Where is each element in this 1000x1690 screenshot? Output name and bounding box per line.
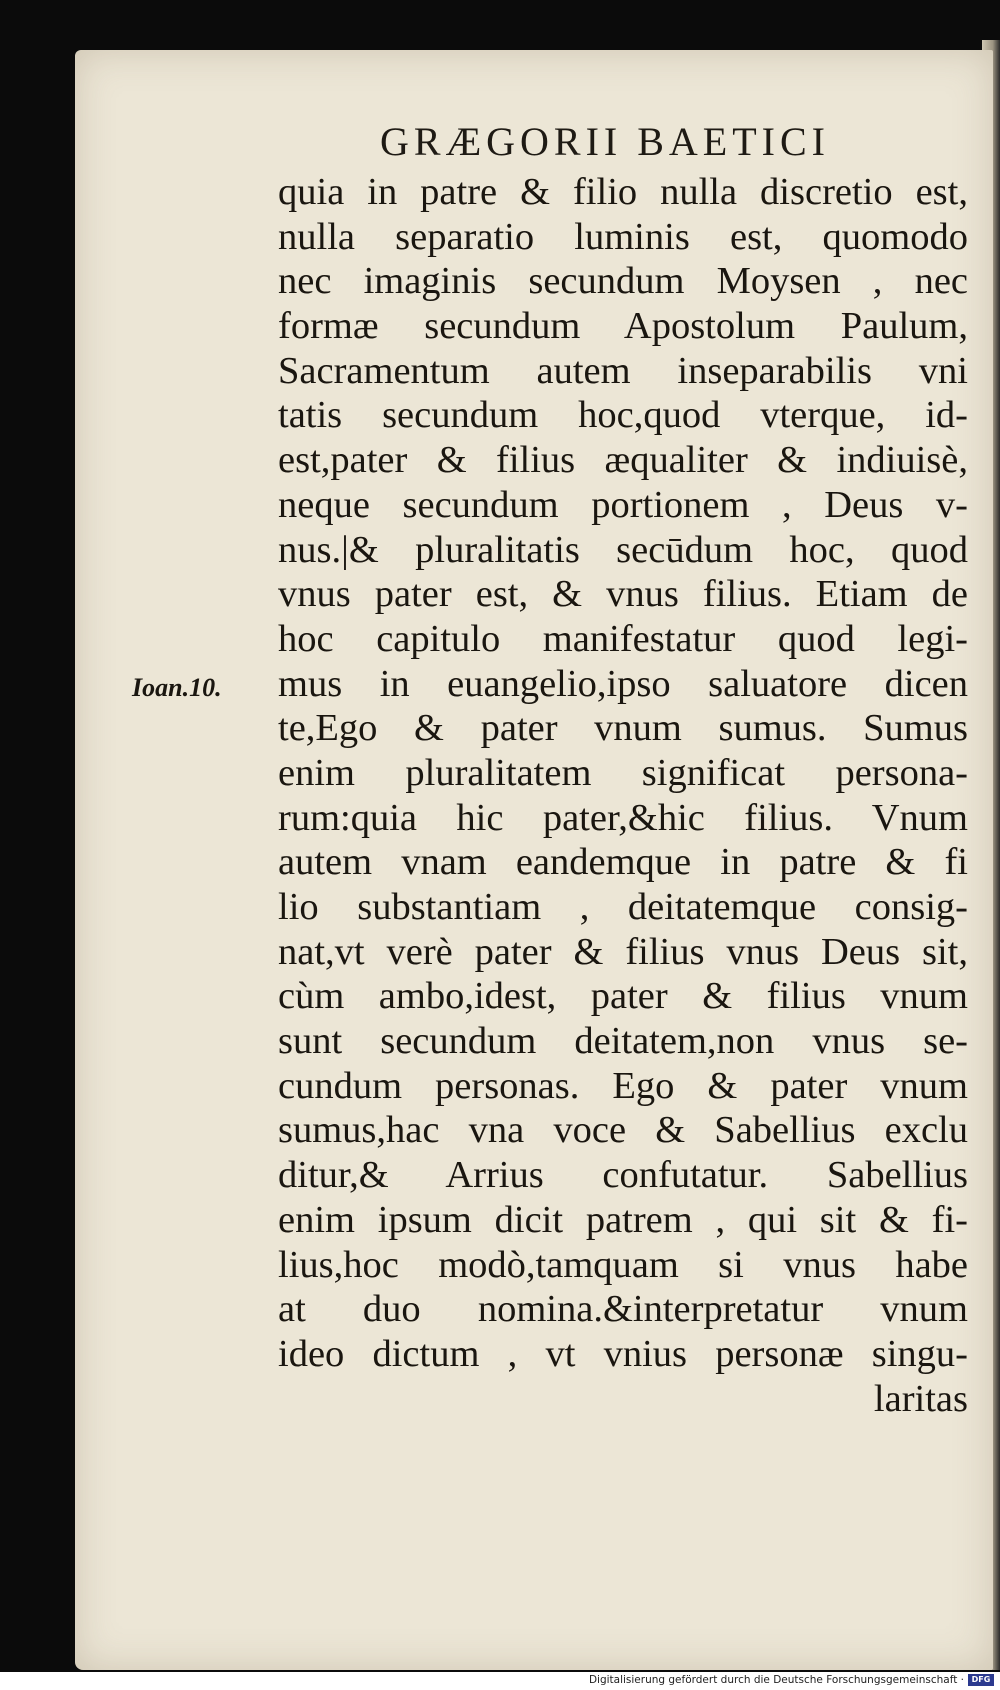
- text-line: nus.|& pluralitatis secūdum hoc, quod: [278, 528, 968, 571]
- text-line: cùm ambo,idest, pater & filius vnum: [278, 975, 968, 1018]
- running-head: GRÆGORII BAETICI: [380, 119, 830, 164]
- text-line: enim ipsum dicit patrem , qui sit & fi-: [278, 1198, 968, 1241]
- text-line: quia in patre & filio nulla discretio est,: [278, 171, 968, 213]
- dfg-logo-icon: DFG: [968, 1674, 994, 1686]
- footer-credit: Digitalisierung gefördert durch die Deutsche Forschungsgemeinschaft ·: [588, 1674, 964, 1686]
- text-line: est,pater & filius æqualiter & indiuisè,: [278, 439, 968, 482]
- text-line: nat,vt verè pater & filius vnus Deus sit,: [278, 930, 968, 973]
- text-line: nec imaginis secundum Moysen , nec: [278, 260, 968, 303]
- text-line: autem vnam eandemque in patre & fi: [278, 841, 968, 884]
- text-line: formæ secundum Apostolum Paulum,: [278, 305, 968, 348]
- text-line: neque secundum portionem , Deus v-: [278, 483, 968, 526]
- text-line: ideo dictum , vt vnius personæ singu-: [278, 1332, 968, 1375]
- text-line: vnus pater est, & vnus filius. Etiam de: [278, 573, 968, 616]
- text-line: enim pluralitatem significat persona-: [278, 751, 968, 794]
- text-line: ditur,& Arrius confutatur. Sabellius: [278, 1154, 968, 1197]
- text-line: sumus,hac vna voce & Sabellius exclu: [278, 1109, 968, 1152]
- text-line: at duo nomina.&interpretatur vnum: [278, 1288, 968, 1331]
- text-line: sunt secundum deitatem,non vnus se-: [278, 1020, 968, 1063]
- text-line: cundum personas. Ego & pater vnum: [278, 1064, 968, 1107]
- text-line: mus in euangelio,ipso saluatore dicen: [278, 662, 968, 705]
- text-line: lius,hoc modò,tamquam si vnus habe: [278, 1243, 968, 1286]
- text-line: nulla separatio luminis est, quomodo: [278, 215, 968, 258]
- text-line: hoc capitulo manifestatur quod legi-: [278, 617, 968, 660]
- catchword: laritas: [873, 1377, 968, 1420]
- text-line: rum:quia hic pater,&hic filius. Vnum: [278, 796, 968, 839]
- marginal-note: Ioan.10.: [132, 673, 222, 702]
- text-line: lio substantiam , deitatemque consig-: [278, 886, 968, 928]
- text-line: te,Ego & pater vnum sumus. Sumus: [278, 707, 968, 750]
- text-line: Sacramentum autem inseparabilis vni: [278, 349, 968, 392]
- text-line: tatis secundum hoc,quod vterque, id-: [278, 394, 968, 437]
- body-text: [278, 170, 968, 1421]
